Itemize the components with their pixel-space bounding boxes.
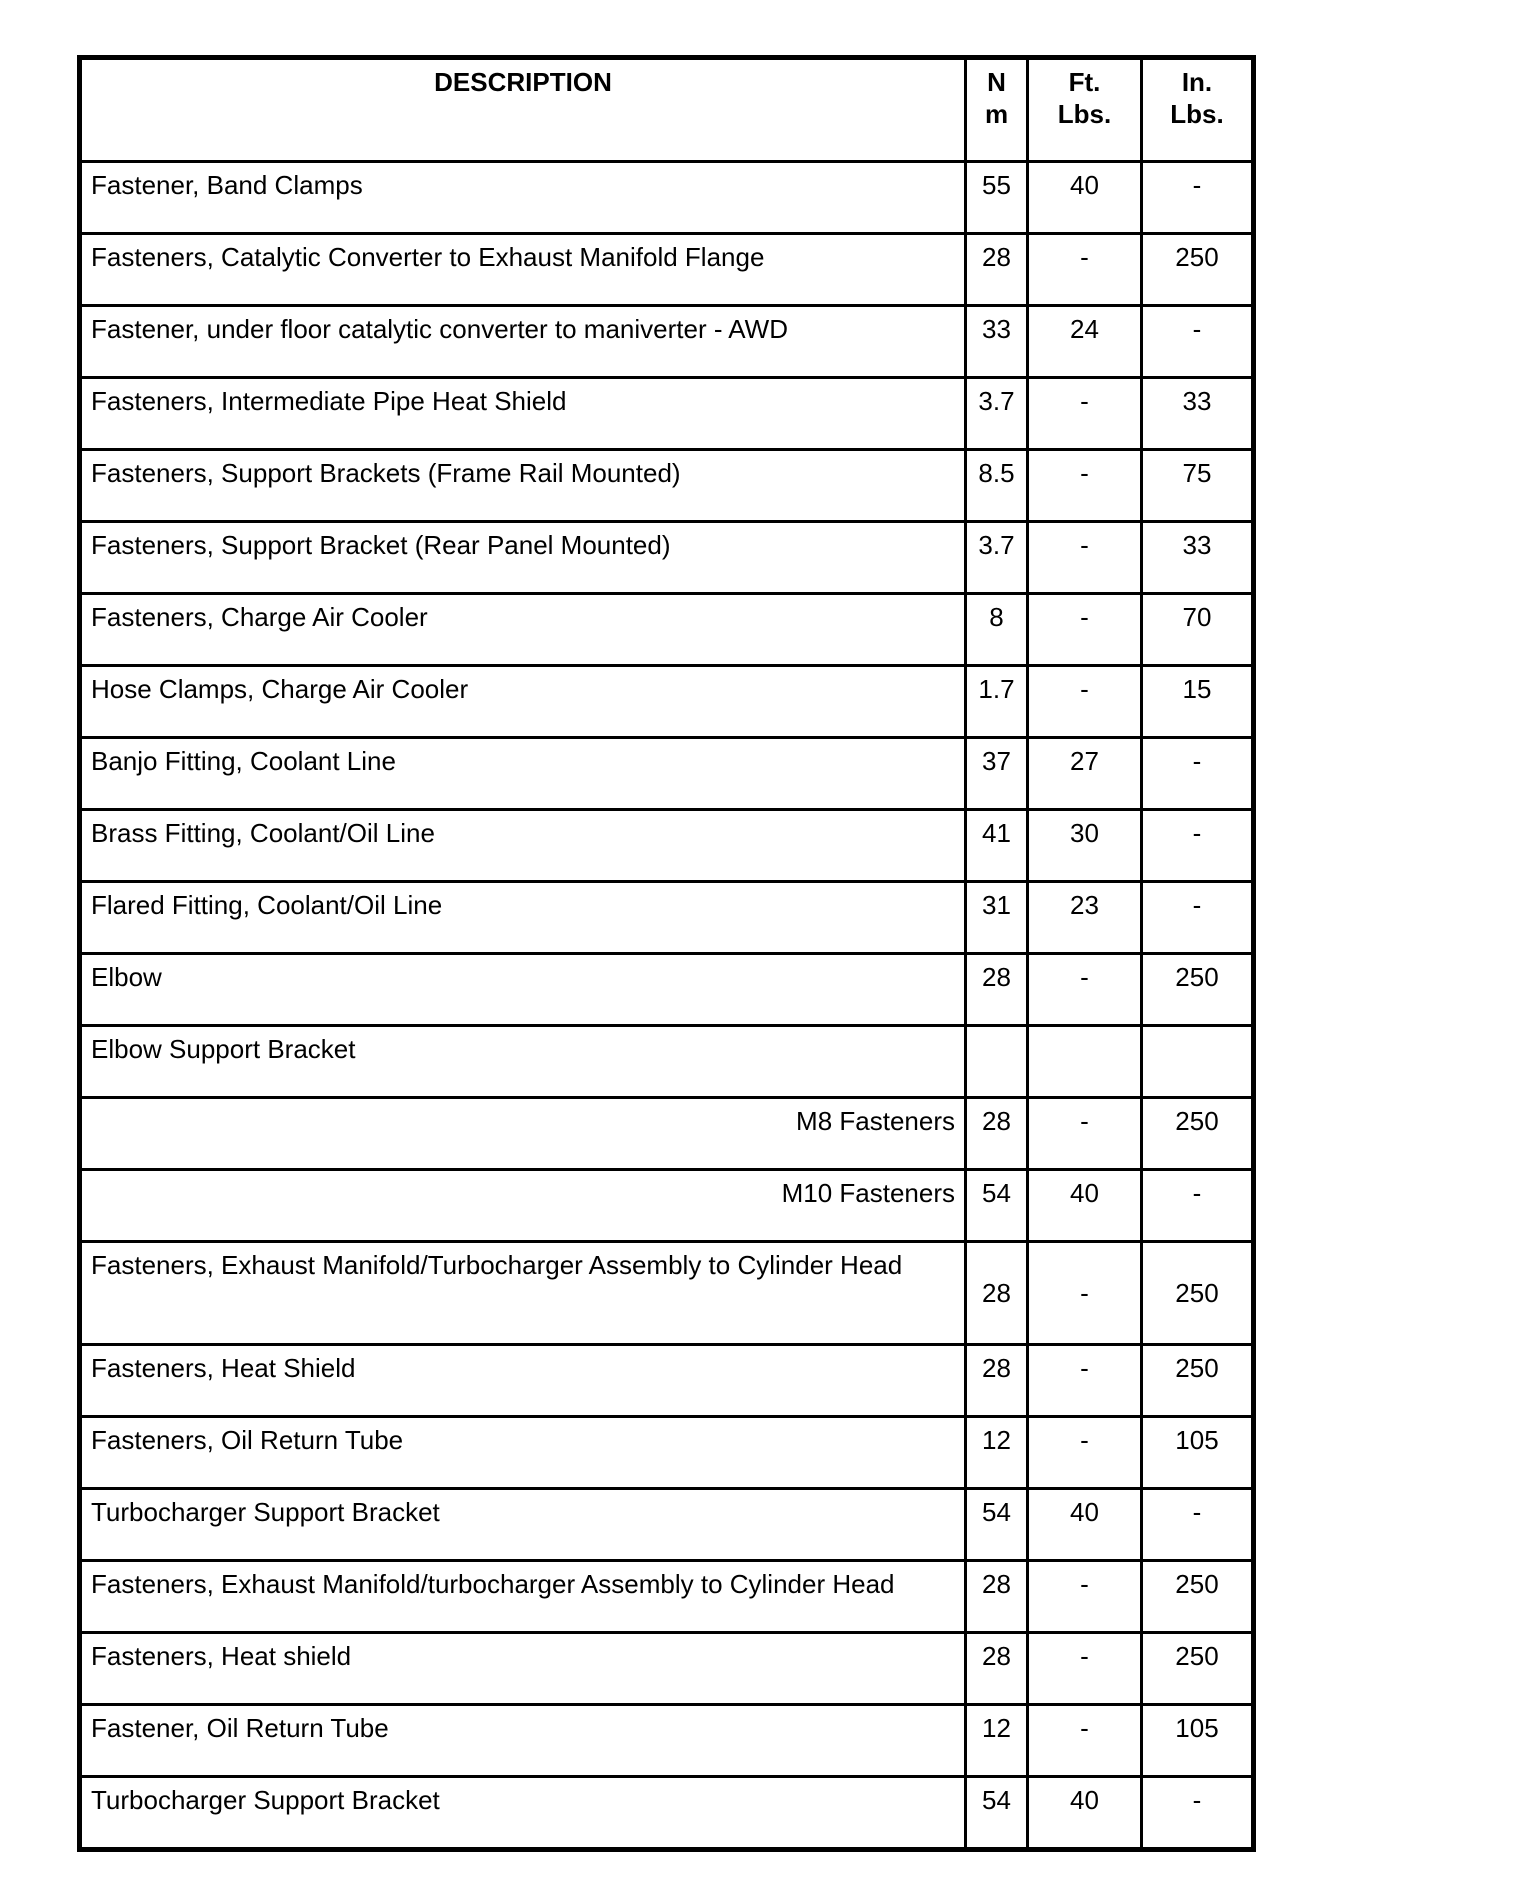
nm-cell: 28 xyxy=(966,1561,1028,1633)
header-ft-line1: Ft. xyxy=(1068,67,1101,97)
ft-lbs-cell: - xyxy=(1028,1705,1142,1777)
nm-cell: 55 xyxy=(966,162,1028,234)
in-lbs-cell: 33 xyxy=(1142,522,1254,594)
description-cell: Fasteners, Charge Air Cooler xyxy=(80,594,966,666)
nm-cell: 28 xyxy=(966,1242,1028,1345)
nm-cell: 28 xyxy=(966,954,1028,1026)
header-in-line1: In. xyxy=(1181,67,1213,97)
nm-cell: 54 xyxy=(966,1489,1028,1561)
in-lbs-cell: 250 xyxy=(1142,1633,1254,1705)
in-lbs-cell: 105 xyxy=(1142,1705,1254,1777)
nm-cell: 28 xyxy=(966,1098,1028,1170)
ft-lbs-cell: - xyxy=(1028,954,1142,1026)
header-description-label: DESCRIPTION xyxy=(434,67,612,97)
header-nm xyxy=(966,58,1028,162)
ft-lbs-cell: 27 xyxy=(1028,738,1142,810)
table-row xyxy=(80,1417,1254,1489)
description-cell: Elbow Support Bracket xyxy=(80,1026,966,1098)
in-lbs-cell: - xyxy=(1142,1170,1254,1242)
in-lbs-cell: 250 xyxy=(1142,1098,1254,1170)
description-cell: Fasteners, Support Bracket (Rear Panel Mounted) xyxy=(80,522,966,594)
ft-lbs-cell: - xyxy=(1028,378,1142,450)
header-in-line2: Lbs. xyxy=(1170,99,1224,129)
description-cell: M10 Fasteners xyxy=(80,1170,966,1242)
nm-cell: 3.7 xyxy=(966,522,1028,594)
description-cell: M8 Fasteners xyxy=(80,1098,966,1170)
nm-cell: 8.5 xyxy=(966,450,1028,522)
nm-cell: 28 xyxy=(966,1345,1028,1417)
table-row xyxy=(80,1098,1254,1170)
description-cell: Banjo Fitting, Coolant Line xyxy=(80,738,966,810)
in-lbs-cell: 250 xyxy=(1142,234,1254,306)
ft-lbs-cell: - xyxy=(1028,1345,1142,1417)
description-cell: Fastener, under floor catalytic converter to maniverter - AWD xyxy=(80,306,966,378)
table-row xyxy=(80,162,1254,234)
in-lbs-cell: 250 xyxy=(1142,1561,1254,1633)
ft-lbs-cell: 23 xyxy=(1028,882,1142,954)
description-cell: Turbocharger Support Bracket xyxy=(80,1489,966,1561)
nm-cell: 28 xyxy=(966,1633,1028,1705)
header-in-lbs xyxy=(1142,58,1254,162)
description-cell: Elbow xyxy=(80,954,966,1026)
table-row xyxy=(80,1242,1254,1345)
nm-cell: 28 xyxy=(966,234,1028,306)
description-cell: Fasteners, Catalytic Converter to Exhaust Manifold Flange xyxy=(80,234,966,306)
nm-cell: 31 xyxy=(966,882,1028,954)
header-description xyxy=(80,58,966,162)
header-row xyxy=(80,58,1254,162)
table-row xyxy=(80,1561,1254,1633)
torque-specifications-table xyxy=(77,55,1256,1852)
nm-cell: 41 xyxy=(966,810,1028,882)
nm-cell: 54 xyxy=(966,1777,1028,1850)
nm-cell: 1.7 xyxy=(966,666,1028,738)
nm-cell: 12 xyxy=(966,1417,1028,1489)
nm-cell: 8 xyxy=(966,594,1028,666)
ft-lbs-cell: - xyxy=(1028,1098,1142,1170)
table-row xyxy=(80,882,1254,954)
table-row xyxy=(80,234,1254,306)
in-lbs-cell: 33 xyxy=(1142,378,1254,450)
table-row xyxy=(80,522,1254,594)
description-cell: Flared Fitting, Coolant/Oil Line xyxy=(80,882,966,954)
table-row xyxy=(80,450,1254,522)
table-row xyxy=(80,378,1254,450)
description-cell: Fasteners, Heat shield xyxy=(80,1633,966,1705)
ft-lbs-cell: - xyxy=(1028,594,1142,666)
ft-lbs-cell: 40 xyxy=(1028,1170,1142,1242)
ft-lbs-cell: - xyxy=(1028,1561,1142,1633)
ft-lbs-cell: - xyxy=(1028,1633,1142,1705)
in-lbs-cell: 105 xyxy=(1142,1417,1254,1489)
header-nm-line1: N xyxy=(987,67,1006,97)
description-cell: Fastener, Oil Return Tube xyxy=(80,1705,966,1777)
in-lbs-cell: 75 xyxy=(1142,450,1254,522)
in-lbs-cell: 70 xyxy=(1142,594,1254,666)
in-lbs-cell: - xyxy=(1142,810,1254,882)
header-ft-line2: Lbs. xyxy=(1057,99,1112,129)
description-cell: Fasteners, Exhaust Manifold/Turbocharger Assembly to Cylinder Head xyxy=(80,1242,966,1345)
table-row xyxy=(80,738,1254,810)
ft-lbs-cell: - xyxy=(1028,234,1142,306)
ft-lbs-cell: 40 xyxy=(1028,1777,1142,1850)
table-row xyxy=(80,666,1254,738)
description-cell: Fasteners, Oil Return Tube xyxy=(80,1417,966,1489)
ft-lbs-cell xyxy=(1028,1026,1142,1098)
in-lbs-cell: - xyxy=(1142,882,1254,954)
in-lbs-cell: 250 xyxy=(1142,1345,1254,1417)
description-cell: Fastener, Band Clamps xyxy=(80,162,966,234)
description-cell: Brass Fitting, Coolant/Oil Line xyxy=(80,810,966,882)
table-row xyxy=(80,1777,1254,1850)
in-lbs-cell: - xyxy=(1142,738,1254,810)
table-row xyxy=(80,1489,1254,1561)
in-lbs-cell: - xyxy=(1142,306,1254,378)
table-row xyxy=(80,1170,1254,1242)
ft-lbs-cell: - xyxy=(1028,1242,1142,1345)
description-cell: Fasteners, Support Brackets (Frame Rail Mounted) xyxy=(80,450,966,522)
in-lbs-cell: 15 xyxy=(1142,666,1254,738)
ft-lbs-cell: 40 xyxy=(1028,1489,1142,1561)
in-lbs-cell: - xyxy=(1142,1777,1254,1850)
nm-cell xyxy=(966,1026,1028,1098)
table-row xyxy=(80,594,1254,666)
ft-lbs-cell: - xyxy=(1028,522,1142,594)
description-cell: Turbocharger Support Bracket xyxy=(80,1777,966,1850)
table-row xyxy=(80,306,1254,378)
in-lbs-cell: - xyxy=(1142,162,1254,234)
nm-cell: 33 xyxy=(966,306,1028,378)
description-cell: Fasteners, Heat Shield xyxy=(80,1345,966,1417)
description-cell: Fasteners, Exhaust Manifold/turbocharger Assembly to Cylinder Head xyxy=(80,1561,966,1633)
table-row xyxy=(80,1026,1254,1098)
nm-cell: 3.7 xyxy=(966,378,1028,450)
table-row xyxy=(80,954,1254,1026)
ft-lbs-cell: 30 xyxy=(1028,810,1142,882)
table-row xyxy=(80,1705,1254,1777)
ft-lbs-cell: - xyxy=(1028,666,1142,738)
nm-cell: 54 xyxy=(966,1170,1028,1242)
ft-lbs-cell: - xyxy=(1028,450,1142,522)
table-row xyxy=(80,810,1254,882)
in-lbs-cell: 250 xyxy=(1142,954,1254,1026)
ft-lbs-cell: 40 xyxy=(1028,162,1142,234)
description-cell: Fasteners, Intermediate Pipe Heat Shield xyxy=(80,378,966,450)
ft-lbs-cell: - xyxy=(1028,1417,1142,1489)
table-row xyxy=(80,1345,1254,1417)
nm-cell: 37 xyxy=(966,738,1028,810)
header-ft-lbs xyxy=(1028,58,1142,162)
table-row xyxy=(80,1633,1254,1705)
ft-lbs-cell: 24 xyxy=(1028,306,1142,378)
in-lbs-cell: - xyxy=(1142,1489,1254,1561)
nm-cell: 12 xyxy=(966,1705,1028,1777)
header-nm-line2: m xyxy=(984,99,1009,129)
in-lbs-cell xyxy=(1142,1026,1254,1098)
description-cell: Hose Clamps, Charge Air Cooler xyxy=(80,666,966,738)
in-lbs-cell: 250 xyxy=(1142,1242,1254,1345)
